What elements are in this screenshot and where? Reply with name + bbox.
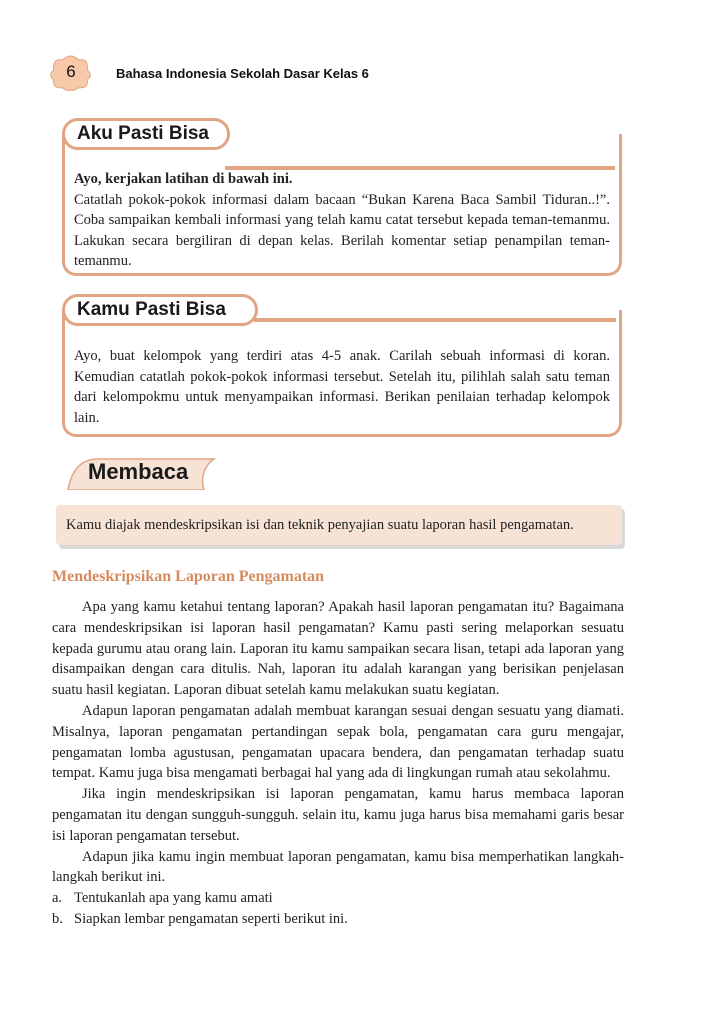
paragraph: Apa yang kamu ketahui tentang laporan? Apakah hasil laporan pengamatan itu? Bagaimana cara mendeskripsikan isi laporan hasil pengamatan? Kamu pasti sering melaporkan sesuatu kepada gurumu atau orang lain. Laporan itu kamu sampaikan secara lisan, tetapi ada laporan yang disampaikan dengan cara ditulis. Nah, laporan itu adalah karangan yang berisikan penjelasan suatu hasil kegiatan. Laporan dibuat setelah kamu melakukan suatu kegiatan. [52, 599, 624, 699]
page-number-badge [50, 54, 92, 92]
aku-pasti-bisa-title: Aku Pasti Bisa [62, 118, 230, 150]
list-marker: a. [52, 890, 63, 907]
list-item [52, 888, 624, 909]
list-text: Tentukanlah apa yang kamu amati [74, 890, 273, 907]
membaca-intro-box [56, 505, 622, 545]
kamu-pasti-bisa-title: Kamu Pasti Bisa [62, 294, 258, 326]
section-title: Mendeskripsikan Laporan Pengamatan [52, 568, 325, 585]
list-item [52, 909, 624, 930]
page-number: 6 [66, 62, 76, 81]
running-head: Bahasa Indonesia Sekolah Dasar Kelas 6 [116, 66, 369, 81]
aku-pasti-bisa-content [74, 169, 610, 272]
membaca-heading [64, 456, 220, 490]
aku-pasti-bisa-text: Catatlah pokok-pokok informasi dalam bacaan “Bukan Karena Baca Sambil Tiduran..!”. Coba sampaikan kembali informasi yang telah kamu catat tersebut kepada teman-temanmu. Lakukan secara bergiliran di depan kelas. Berilah komentar setiap penampilan teman-temanmu. [74, 191, 610, 269]
aku-pasti-bisa-lead: Ayo, kerjakan latihan di bawah ini. [74, 171, 293, 187]
list-marker: b. [52, 910, 63, 927]
paragraph: Adapun laporan pengamatan adalah membuat karangan sesuai dengan sesuatu yang diamati. Misalnya, laporan pengamatan pertandingan sepak bola, pengamatan cara guru mengajar, pengamatan lomba agustusan, pengamatan upacara bendera, dan pengamatan terhadap suatu tempat. Kamu juga bisa mengamati berbagai hal yang ada di lingkungan rumah atau sekolahmu. [52, 702, 624, 782]
paragraph: Adapun jika kamu ingin membuat laporan pengamatan, kamu bisa memperhatikan langkah-langkah berikut ini. [52, 848, 624, 886]
list-text: Siapkan lembar pengamatan seperti berikut ini. [74, 910, 348, 927]
membaca-intro-text: Kamu diajak mendeskripsikan isi dan teknik penyajian suatu laporan hasil pengamatan. [66, 517, 574, 533]
kamu-pasti-bisa-text: Ayo, buat kelompok yang terdiri atas 4-5 anak. Carilah sebuah informasi di koran. Kemudian catatlah pokok-pokok informasi tersebut. Setelah itu, pilihlah salah satu teman dari kelompokmu untuk menyampaikan informasi. Berikan penilaian terhadap kelompok lain. [74, 348, 610, 426]
membaca-title: Membaca [88, 459, 189, 484]
box-top-rule [254, 318, 616, 322]
section-body [52, 597, 624, 930]
paragraph: Jika ingin mendeskripsikan isi laporan pengamatan, kamu harus membaca laporan pengamatan itu dengan sungguh-sungguh. selain itu, kamu juga harus bisa memahami garis besar isi laporan pengamatan tersebut. [52, 786, 624, 844]
